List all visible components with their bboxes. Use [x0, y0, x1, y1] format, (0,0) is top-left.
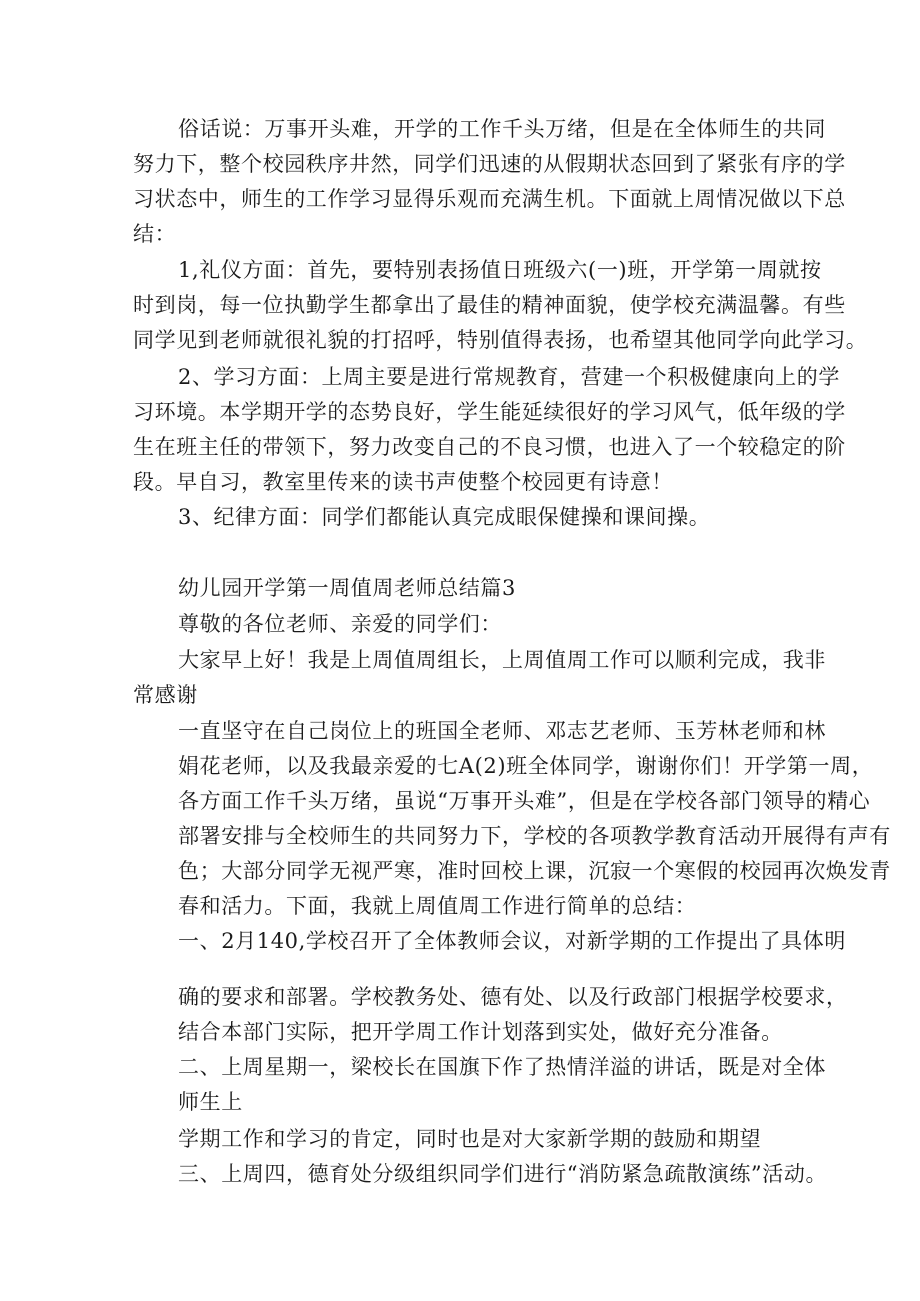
paragraph-line: 结：	[133, 222, 177, 246]
paragraph-line: 学期工作和学习的肯定，同时也是对大家新学期的鼓励和期望	[178, 1127, 762, 1151]
paragraph-line: 俗话说：万事开头难，开学的工作千头万绪，但是在全体师生的共同	[178, 117, 826, 141]
paragraph-line: 段。早自习，教室里传来的读书声使整个校园更有诗意！	[133, 470, 673, 494]
paragraph-line: 1,礼仪方面：首先，要特别表扬值日班级六(一)班，开学第一周就按	[178, 258, 822, 282]
paragraph-line: 大家早上好！我是上周值周组长，上周值周工作可以顺利完成，我非	[178, 648, 826, 672]
paragraph-line: 常感谢	[133, 683, 198, 707]
paragraph-line: 生在班主任的带领下，努力改变自己的不良习惯，也进入了一个较稳定的阶	[133, 435, 846, 459]
paragraph-line: 习环境。本学期开学的态势良好，学生能延续很好的学习风气，低年级的学	[133, 400, 846, 424]
section-heading: 幼儿园开学第一周值周老师总结篇3	[178, 576, 516, 600]
paragraph-line: 春和活力。下面，我就上周值周工作进行简单的总结：	[178, 894, 697, 918]
paragraph-line: 努力下，整个校园秩序井然，同学们迅速的从假期状态回到了紧张有序的学	[133, 152, 846, 176]
paragraph-line: 确的要求和部署。学校教务处、德有处、以及行政部门根据学校要求，	[178, 985, 848, 1009]
paragraph-line: 3、纪律方面：同学们都能认真完成眼保健操和课间操。	[178, 505, 711, 529]
paragraph-line: 结合本部门实际，把开学周工作计划落到实处，做好充分准备。	[178, 1020, 783, 1044]
paragraph-line: 同学见到老师就很礼貌的打招呼，特别值得表扬，也希望其他同学向此学习。	[133, 328, 868, 352]
paragraph-line: 二、上周星期一，梁校长在国旗下作了热情洋溢的讲话，既是对全体	[178, 1055, 826, 1079]
paragraph-line: 一、2月140,学校召开了全体教师会议，对新学期的工作提出了具体明	[178, 929, 846, 953]
paragraph-line: 色；大部分同学无视严寒，准时回校上课，沉寂一个寒假的校园再次焕发青	[178, 859, 891, 883]
paragraph-line: 2、学习方面：上周主要是进行常规教育，营建一个积极健康向上的学	[178, 365, 840, 389]
paragraph-line: 一直坚守在自己岗位上的班国全老师、邓志艺老师、玉芳林老师和林	[178, 719, 826, 743]
salutation: 尊敬的各位老师、亲爱的同学们：	[178, 612, 502, 636]
paragraph-line: 各方面工作千头万绪，虽说“万事开头难”，但是在学校各部门领导的精心	[178, 789, 871, 813]
paragraph-line: 习状态中，师生的工作学习显得乐观而充满生机。下面就上周情况做以下总	[133, 187, 846, 211]
paragraph-line: 时到岗，每一位执勤学生都拿出了最佳的精神面貌，使学校充满温馨。有些	[133, 293, 846, 317]
paragraph-line: 三、上周四，德育处分级组织同学们进行“消防紧急疏散演练”活动。	[178, 1162, 828, 1186]
paragraph-line: 部署安排与全校师生的共同努力下，学校的各项教学教育活动开展得有声有	[178, 824, 891, 848]
paragraph-line: 娟花老师，以及我最亲爱的七A(2)班全体同学，谢谢你们！开学第一周，	[178, 754, 874, 778]
paragraph-line: 师生上	[178, 1090, 243, 1114]
